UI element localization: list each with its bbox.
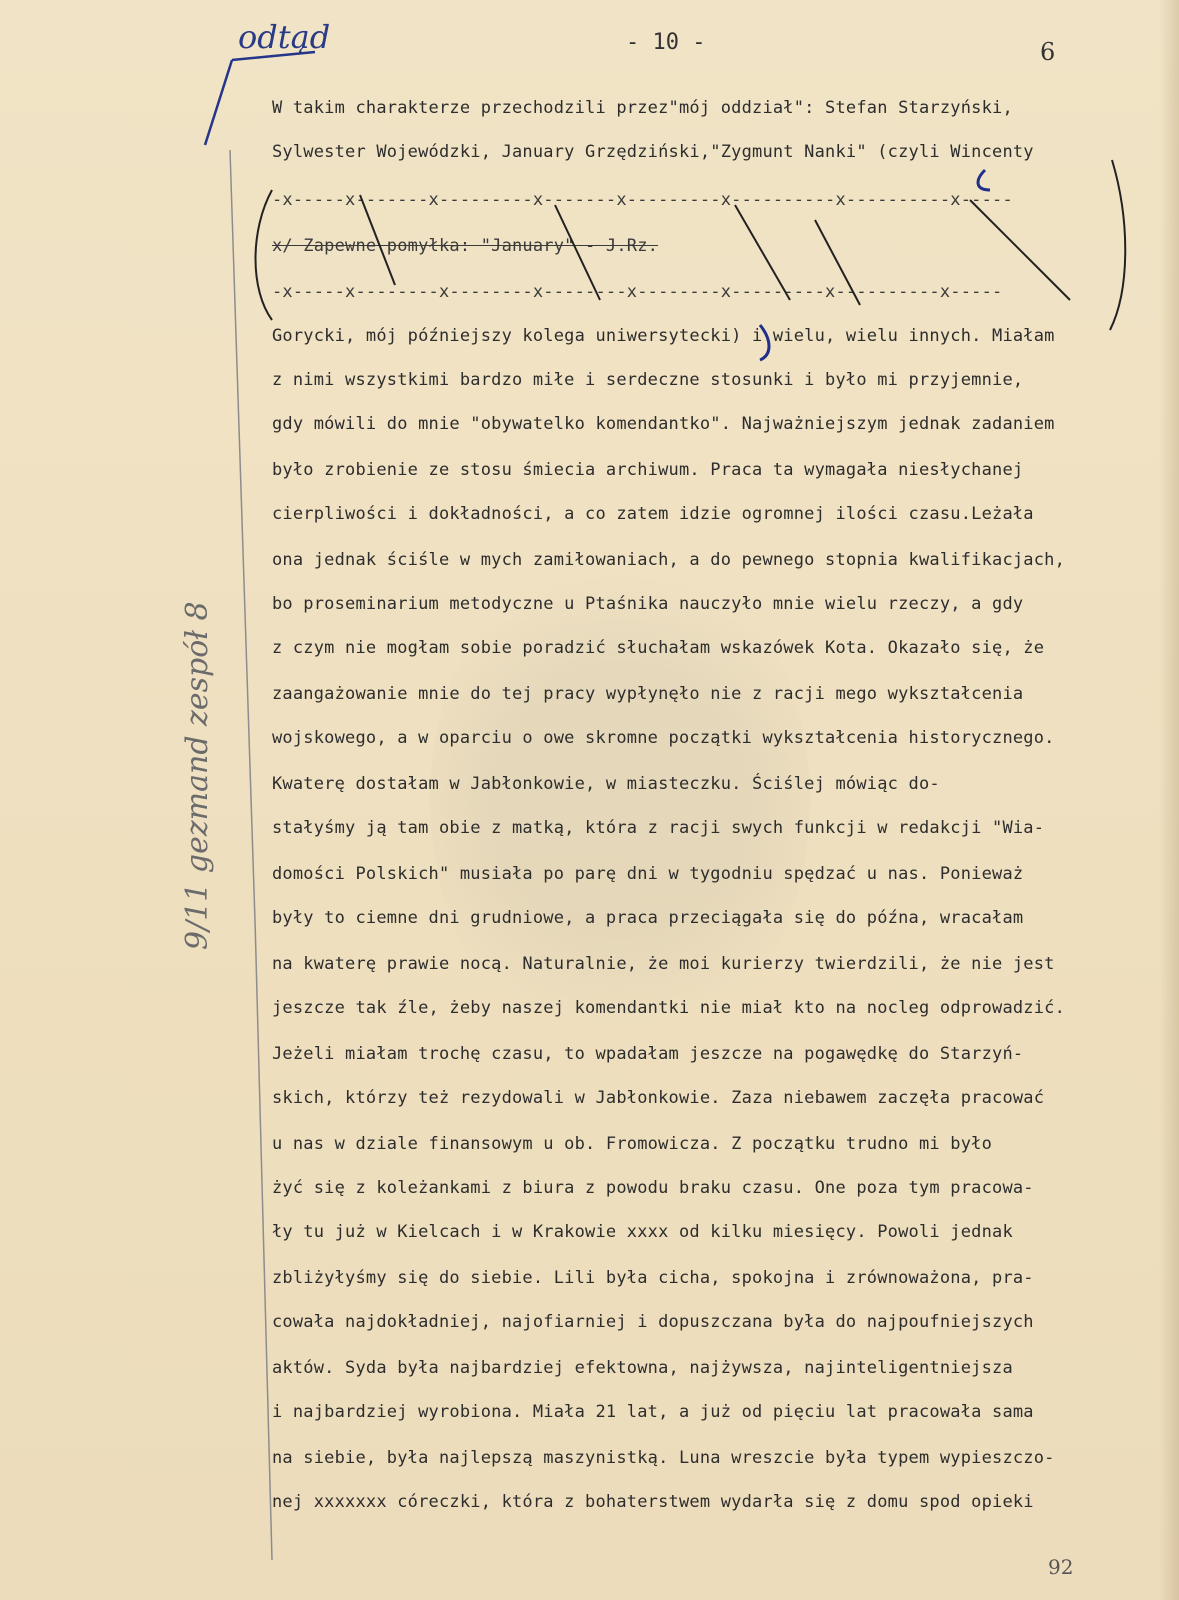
text-line: Gorycki, mój późniejszy kolega uniwersytecki) i wielu, wielu innych. Miałam — [272, 326, 1055, 346]
text-line: cierpliwości i dokładności, a co zatem idzie ogromnej ilości czasu.Leżała — [272, 504, 1034, 524]
text-line: W takim charakterze przechodzili przez"mój oddział": Stefan Starzyński, — [272, 98, 1013, 118]
text-line: ona jednak ściśle w mych zamiłowaniach, a do pewnego stopnia kwalifikacjach, — [272, 550, 1066, 570]
text-line: nej xxxxxxx córeczki, która z bohaterstwem wydarła się z domu spod opieki — [272, 1492, 1034, 1512]
text-line: z czym nie mogłam sobie poradzić słuchałam wskazówek Kota. Okazało się, że — [272, 638, 1045, 658]
text-line: u nas w dziale finansowym u ob. Fromowicza. Z początku trudno mi było — [272, 1134, 993, 1154]
text-line: domości Polskich" musiała po parę dni w tygodniu spędzać u nas. Ponieważ — [272, 864, 1024, 884]
text-line: były to ciemne dni grudniowe, a praca przeciągała się do późna, wracałam — [272, 908, 1024, 928]
text-line: żyć się z koleżankami z biura z powodu braku czasu. One poza tym pracowa- — [272, 1178, 1034, 1198]
text-line: na siebie, była najlepszą maszynistką. Luna wreszcie była typem wypieszczo- — [272, 1448, 1055, 1468]
text-line: ły tu już w Kielcach i w Krakowie xxxx od kilku miesięcy. Powoli jednak — [272, 1222, 1013, 1242]
text-line: Jeżeli miałam trochę czasu, to wpadałam jeszcze na pogawędkę do Starzyń- — [272, 1044, 1024, 1064]
typed-page-number: - 10 - — [626, 30, 706, 55]
text-line: zbliżyłyśmy się do siebie. Lili była cicha, spokojna i zrównoważona, pra- — [272, 1268, 1034, 1288]
paper-edge-shadow — [1159, 0, 1179, 1600]
footnote-separator: -x-----x-------x---------x-------x---------x----------x----------x----- — [272, 190, 1013, 210]
text-line: Sylwester Wojewódzki, January Grzędziński,"Zygmunt Nanki" (czyli Wincenty — [272, 142, 1034, 162]
text-line: zaangażowanie mnie do tej pracy wypłynęło nie z racji mego wykształcenia — [272, 684, 1024, 704]
text-line: jeszcze tak źle, żeby naszej komendantki nie miał kto na nocleg odprowadzić. — [272, 998, 1066, 1018]
text-line: na kwaterę prawie nocą. Naturalnie, że moi kurierzy twierdzili, że nie jest — [272, 954, 1055, 974]
handwritten-footer-number: 92 — [1048, 1555, 1074, 1579]
text-line: stałyśmy ją tam obie z matką, która z racji swych funkcji w redakcji "Wia- — [272, 818, 1045, 838]
margin-pencil-note: 9/11 gezmand zespół 8 — [180, 601, 215, 950]
archive-watermark — [430, 540, 810, 1060]
handwritten-note-top: odtąd — [238, 18, 331, 56]
footnote-separator: -x-----x--------x--------x--------x--------x---------x----------x----- — [272, 282, 1003, 302]
text-line: Kwaterę dostałam w Jabłonkowie, w miasteczku. Ściślej mówiąc do- — [272, 774, 940, 794]
handwritten-page-number: 6 — [1040, 38, 1056, 66]
text-line: wojskowego, a w oparciu o owe skromne początki wykształcenia historycznego. — [272, 728, 1055, 748]
text-line: z nimi wszystkimi bardzo miłe i serdeczne stosunki i było mi przyjemnie, — [272, 370, 1024, 390]
text-line: aktów. Syda była najbardziej efektowna, najżywsza, najinteligentniejsza — [272, 1358, 1013, 1378]
text-line: skich, którzy też rezydowali w Jabłonkowie. Zaza niebawem zaczęła pracować — [272, 1088, 1045, 1108]
footnote-text: x/ Zapewne pomyłka: "January" - J.Rz. — [272, 236, 659, 256]
text-line: i najbardziej wyrobiona. Miała 21 lat, a już od pięciu lat pracowała sama — [272, 1402, 1034, 1422]
text-line: było zrobienie ze stosu śmiecia archiwum. Praca ta wymagała niesłychanej — [272, 460, 1024, 480]
text-line: gdy mówili do mnie "obywatelko komendantko". Najważniejszym jednak zadaniem — [272, 414, 1055, 434]
text-line: cowała najdokładniej, najofiarniej i dopuszczana była do najpoufniejszych — [272, 1312, 1034, 1332]
text-line: bo proseminarium metodyczne u Ptaśnika nauczyło mnie wielu rzeczy, a gdy — [272, 594, 1024, 614]
